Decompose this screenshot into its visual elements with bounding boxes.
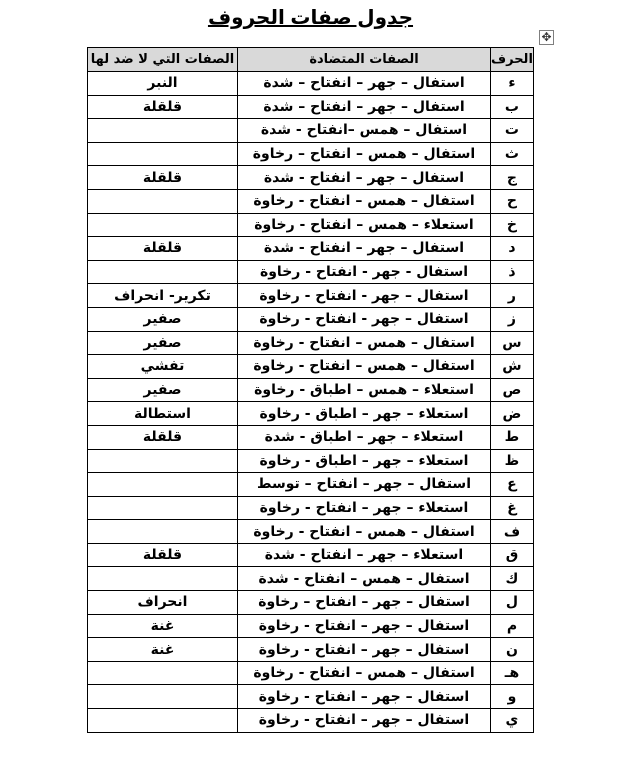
non-opposite-qualities-cell: النبر bbox=[88, 72, 238, 96]
page-title: جدول صفات الحروف bbox=[207, 7, 414, 29]
non-opposite-qualities-cell: تفشي bbox=[88, 355, 238, 379]
non-opposite-qualities-cell: صفير bbox=[88, 378, 238, 402]
non-opposite-qualities-cell bbox=[88, 685, 238, 709]
letter-cell: س bbox=[491, 331, 534, 355]
table-header-row bbox=[88, 48, 534, 72]
table-row bbox=[88, 425, 534, 449]
non-opposite-qualities-cell: قلقلة bbox=[88, 166, 238, 190]
letter-cell: ت bbox=[491, 119, 534, 143]
table-row bbox=[88, 567, 534, 591]
letter-cell: ر bbox=[491, 284, 534, 308]
letter-cell: ع bbox=[491, 473, 534, 497]
opposite-qualities-cell: استعلاء – جهر – انفتاح - شدة bbox=[238, 543, 491, 567]
non-opposite-qualities-cell bbox=[88, 520, 238, 544]
opposite-qualities-cell: استفال – همس – انفتاح – رخاوة bbox=[238, 142, 491, 166]
letter-cell: ح bbox=[491, 189, 534, 213]
table-row bbox=[88, 142, 534, 166]
opposite-qualities-cell: استفال – جهر – انفتاح – توسط bbox=[238, 473, 491, 497]
table-row bbox=[88, 237, 534, 261]
opposite-qualities-cell: استفال – جهر – انفتاح - رخاوة bbox=[238, 638, 491, 662]
non-opposite-qualities-cell: استطالة bbox=[88, 402, 238, 426]
letter-cell: ء bbox=[491, 72, 534, 96]
non-opposite-qualities-cell: انحراف bbox=[88, 591, 238, 615]
opposite-qualities-cell: استفال – همس – انفتاح - رخاوة bbox=[238, 331, 491, 355]
opposite-qualities-cell: استفال – همس – انفتاح - رخاوة bbox=[238, 355, 491, 379]
non-opposite-qualities-cell: قلقلة bbox=[88, 543, 238, 567]
letter-cell: ل bbox=[491, 591, 534, 615]
table-row bbox=[88, 709, 534, 733]
opposite-qualities-cell: استفال – همس –انفتاح - شدة bbox=[238, 119, 491, 143]
opposite-qualities-cell: استفال – جهر - انفتاح - رخاوة bbox=[238, 284, 491, 308]
non-opposite-qualities-cell bbox=[88, 119, 238, 143]
letter-cell: م bbox=[491, 614, 534, 638]
move-icon[interactable]: ✥ bbox=[539, 30, 554, 45]
letter-cell: ق bbox=[491, 543, 534, 567]
non-opposite-qualities-cell bbox=[88, 189, 238, 213]
opposite-qualities-cell: استفال – جهر – انفتاح - شدة bbox=[238, 166, 491, 190]
table-row bbox=[88, 260, 534, 284]
non-opposite-qualities-cell: قلقلة bbox=[88, 95, 238, 119]
letter-cell: ط bbox=[491, 425, 534, 449]
table-row bbox=[88, 307, 534, 331]
non-opposite-qualities-cell: صفير bbox=[88, 307, 238, 331]
table-row bbox=[88, 661, 534, 685]
non-opposite-qualities-cell: صفير bbox=[88, 331, 238, 355]
opposite-qualities-cell: استفال – جهر – انفتاح - رخاوة bbox=[238, 614, 491, 638]
opposite-qualities-cell: استفال - جهر - انفتاح - رخاوة bbox=[238, 260, 491, 284]
letter-cell: ف bbox=[491, 520, 534, 544]
opposite-qualities-cell: استفال – همس – انفتاح - رخاوة bbox=[238, 189, 491, 213]
non-opposite-qualities-cell bbox=[88, 496, 238, 520]
letter-cell: غ bbox=[491, 496, 534, 520]
table-row bbox=[88, 473, 534, 497]
non-opposite-qualities-cell: تكرير- انحراف bbox=[88, 284, 238, 308]
letter-cell: ظ bbox=[491, 449, 534, 473]
letter-cell: ج bbox=[491, 166, 534, 190]
opposite-qualities-cell: استفال – همس – انفتاح - رخاوة bbox=[238, 520, 491, 544]
letters-table bbox=[87, 47, 534, 733]
table-row bbox=[88, 685, 534, 709]
non-opposite-qualities-cell bbox=[88, 260, 238, 284]
opposite-qualities-cell: استفال – جهر – انفتاح - شدة bbox=[238, 237, 491, 261]
letter-cell: هـ bbox=[491, 661, 534, 685]
opposite-qualities-cell: استعلاء – جهر – اطباق - شدة bbox=[238, 425, 491, 449]
table-row bbox=[88, 189, 534, 213]
table-row bbox=[88, 614, 534, 638]
opposite-qualities-cell: استفال – جهر – انفتاح - رخاوة bbox=[238, 709, 491, 733]
letter-cell: د bbox=[491, 237, 534, 261]
opposite-qualities-cell: استعلاء – همس – انفتاح - رخاوة bbox=[238, 213, 491, 237]
non-opposite-qualities-cell bbox=[88, 213, 238, 237]
opposite-qualities-cell: استفال – همس – انفتاح - رخاوة bbox=[238, 661, 491, 685]
non-opposite-qualities-cell bbox=[88, 709, 238, 733]
non-opposite-qualities-cell bbox=[88, 473, 238, 497]
table-row bbox=[88, 72, 534, 96]
letter-cell: ي bbox=[491, 709, 534, 733]
header-letter: الحرف bbox=[491, 48, 534, 72]
letter-cell: ض bbox=[491, 402, 534, 426]
table-row bbox=[88, 520, 534, 544]
table-row bbox=[88, 119, 534, 143]
opposite-qualities-cell: استفال – جهر – انفتاح – شدة bbox=[238, 72, 491, 96]
table-row bbox=[88, 284, 534, 308]
letter-cell: ك bbox=[491, 567, 534, 591]
opposite-qualities-cell: استفال – جهر – انفتاح – شدة bbox=[238, 95, 491, 119]
table-row bbox=[88, 638, 534, 662]
non-opposite-qualities-cell bbox=[88, 661, 238, 685]
table-row bbox=[88, 166, 534, 190]
table-row bbox=[88, 213, 534, 237]
table-row bbox=[88, 591, 534, 615]
letter-cell: ث bbox=[491, 142, 534, 166]
header-opposite-qualities: الصفات المتضادة bbox=[238, 48, 491, 72]
letter-cell: ب bbox=[491, 95, 534, 119]
table-row bbox=[88, 543, 534, 567]
non-opposite-qualities-cell: غنة bbox=[88, 614, 238, 638]
table-row bbox=[88, 449, 534, 473]
letter-cell: ز bbox=[491, 307, 534, 331]
table-row bbox=[88, 355, 534, 379]
letter-cell: ص bbox=[491, 378, 534, 402]
non-opposite-qualities-cell: غنة bbox=[88, 638, 238, 662]
letter-cell: خ bbox=[491, 213, 534, 237]
table-row bbox=[88, 331, 534, 355]
letter-cell: ن bbox=[491, 638, 534, 662]
opposite-qualities-cell: استفال – جهر – انفتاح - رخاوة bbox=[238, 685, 491, 709]
letter-cell: ش bbox=[491, 355, 534, 379]
non-opposite-qualities-cell bbox=[88, 567, 238, 591]
table-row bbox=[88, 378, 534, 402]
opposite-qualities-cell: استعلاء – همس – اطباق - رخاوة bbox=[238, 378, 491, 402]
non-opposite-qualities-cell bbox=[88, 142, 238, 166]
non-opposite-qualities-cell: قلقلة bbox=[88, 237, 238, 261]
table-body bbox=[88, 72, 534, 733]
opposite-qualities-cell: استعلاء – جهر – اطباق - رخاوة bbox=[238, 402, 491, 426]
table-row bbox=[88, 496, 534, 520]
non-opposite-qualities-cell: قلقلة bbox=[88, 425, 238, 449]
opposite-qualities-cell: استفال – جهر – انفتاح – رخاوة bbox=[238, 591, 491, 615]
letters-table-container bbox=[87, 47, 534, 733]
opposite-qualities-cell: استفال – جهر - انفتاح - رخاوة bbox=[238, 307, 491, 331]
non-opposite-qualities-cell bbox=[88, 449, 238, 473]
table-row bbox=[88, 402, 534, 426]
letter-cell: ذ bbox=[491, 260, 534, 284]
header-non-opposite-qualities: الصفات التي لا ضد لها bbox=[88, 48, 238, 72]
opposite-qualities-cell: استفال – همس – انفتاح - شدة bbox=[238, 567, 491, 591]
opposite-qualities-cell: استعلاء – جهر – انفتاح - رخاوة bbox=[238, 496, 491, 520]
opposite-qualities-cell: استعلاء – جهر – اطباق - رخاوة bbox=[238, 449, 491, 473]
letter-cell: و bbox=[491, 685, 534, 709]
table-row bbox=[88, 95, 534, 119]
